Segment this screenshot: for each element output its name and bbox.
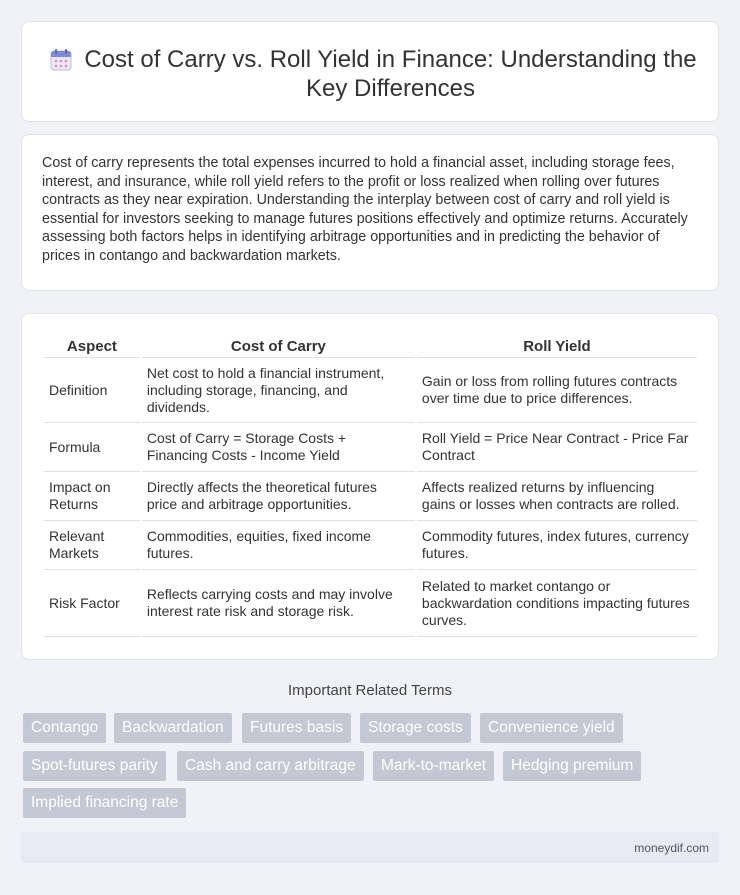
header-aspect: Aspect [44,333,140,358]
row-aspect: Risk Factor [44,570,140,637]
related-terms-heading: Important Related Terms [288,682,452,699]
row-roll-yield: Roll Yield = Price Near Contract - Price Far Contract [417,423,697,472]
footer-site[interactable]: moneydif.com [634,841,709,855]
comparison-card [21,313,719,660]
row-roll-yield: Related to market contango or backwardation conditions impacting futures curves. [417,570,697,637]
tag-mark-to-market[interactable]: Mark-to-market [373,751,494,781]
tag-backwardation[interactable]: Backwardation [114,713,232,743]
page-title: Cost of Carry vs. Roll Yield in Finance: Understanding the Key Differences [84,46,697,102]
tag-futures-basis[interactable]: Futures basis [242,713,351,743]
tag-convenience-yield[interactable]: Convenience yield [480,713,623,743]
row-roll-yield: Commodity futures, index futures, currency futures. [417,521,697,570]
row-aspect: Impact on Returns [44,472,140,521]
table-row [44,472,697,521]
row-aspect: Definition [44,358,140,423]
row-aspect: Relevant Markets [44,521,140,570]
row-roll-yield: Affects realized returns by influencing gains or losses when contracts are rolled. [417,472,697,521]
row-cost-of-carry: Commodities, equities, fixed income futures. [142,521,415,570]
row-cost-of-carry: Directly affects the theoretical futures price and arbitrage opportunities. [142,472,415,521]
tag-storage-costs[interactable]: Storage costs [360,713,471,743]
tag-hedging-premium[interactable]: Hedging premium [503,751,641,781]
table-row [44,423,697,472]
tag-spot-futures-parity[interactable]: Spot-futures parity [23,751,166,781]
calendar-icon [49,48,73,72]
header-cost-of-carry: Cost of Carry [142,333,415,358]
title-card [21,21,719,122]
intro-card [21,134,719,291]
footer [21,832,719,863]
header-roll-yield: Roll Yield [417,333,697,358]
table-row [44,521,697,570]
row-cost-of-carry: Cost of Carry = Storage Costs + Financing Costs - Income Yield [142,423,415,472]
tag-cash-and-carry-arbitrage[interactable]: Cash and carry arbitrage [177,751,364,781]
table-row [44,358,697,423]
comparison-table [42,333,699,637]
row-aspect: Formula [44,423,140,472]
row-roll-yield: Gain or loss from rolling futures contracts over time due to price differences. [417,358,697,423]
tag-implied-financing-rate[interactable]: Implied financing rate [23,788,186,818]
tag-contango[interactable]: Contango [23,713,106,743]
row-cost-of-carry: Reflects carrying costs and may involve interest rate risk and storage risk. [142,570,415,637]
row-cost-of-carry: Net cost to hold a financial instrument, including storage, financing, and dividends. [142,358,415,423]
table-row [44,570,697,637]
intro-paragraph: Cost of carry represents the total expenses incurred to hold a financial asset, including storage fees, interest, and insurance, while roll yield refers to the profit or loss realized when rolling over futures contracts as they near expiration. Understanding the interplay between cost of carry and roll yield is essential for investors seeking to manage futures positions effectively and optimize returns. Accurately assessing both factors helps in identifying arbitrage opportunities and in predicting the behavior of prices in contango and backwardation markets. [42,155,688,264]
table-header-row [44,333,697,358]
